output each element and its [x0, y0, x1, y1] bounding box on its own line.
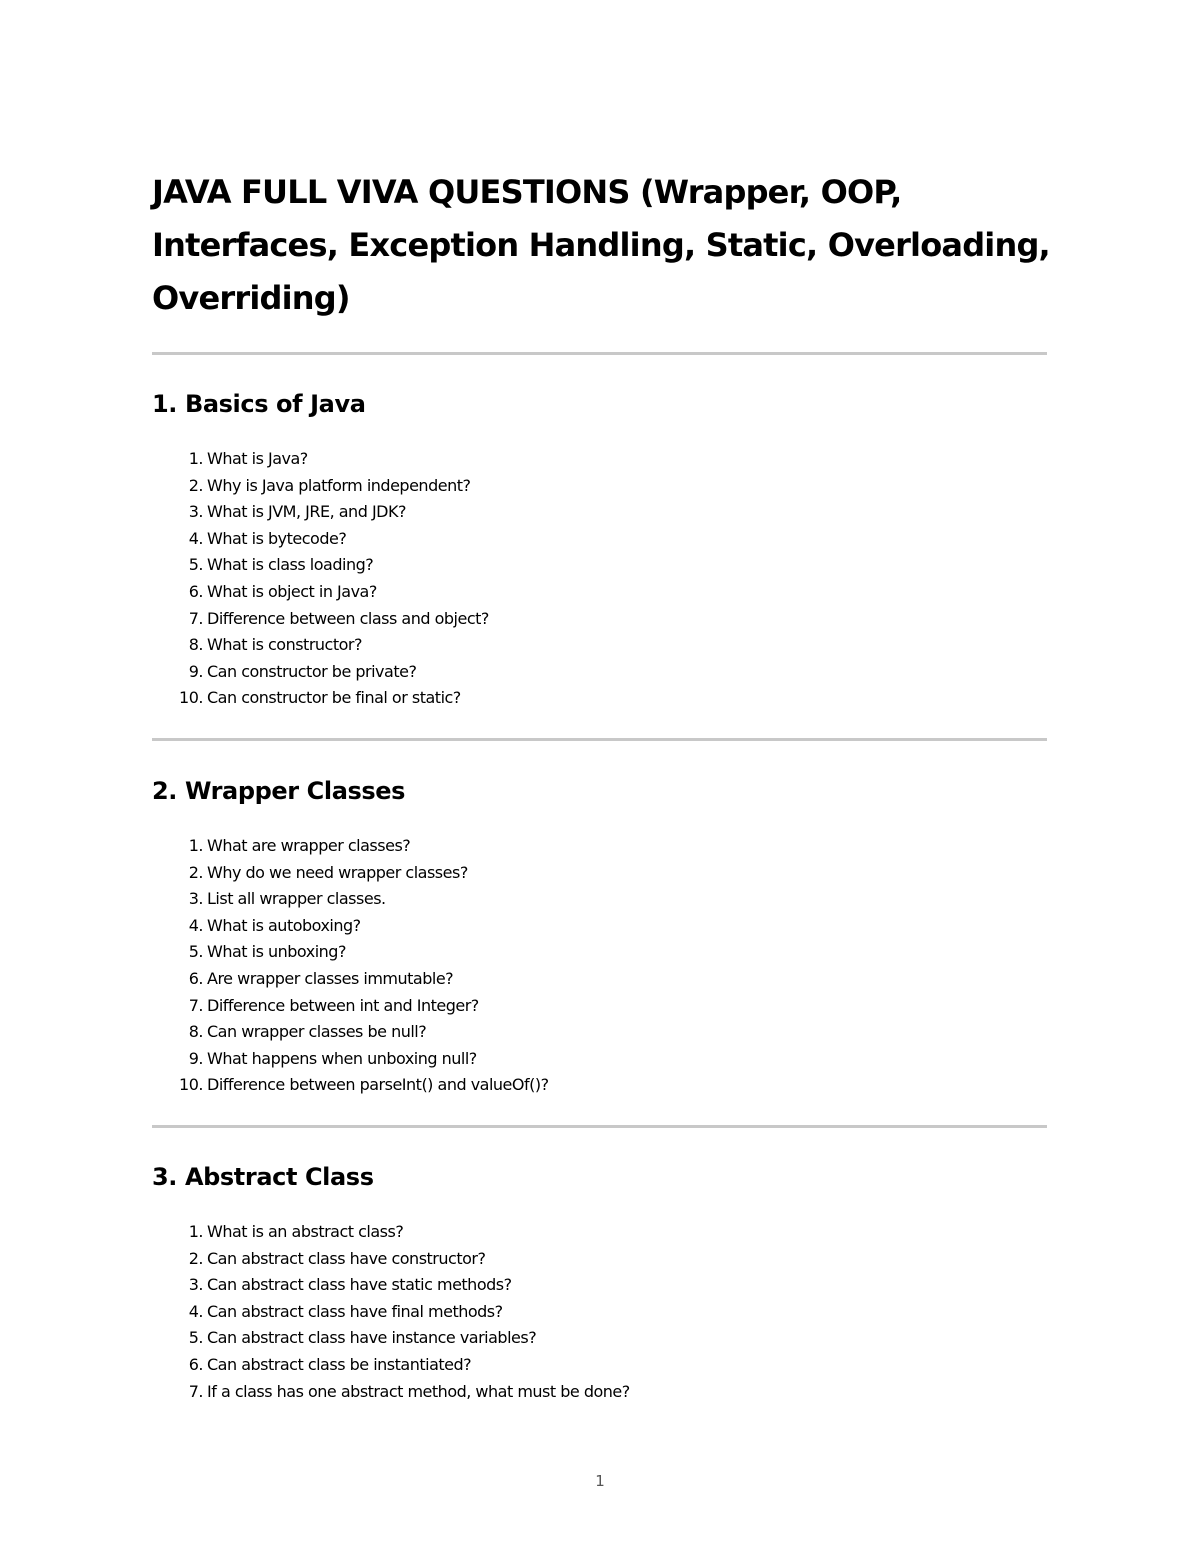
list-item	[152, 606, 489, 633]
question-number: 2.	[188, 862, 203, 882]
question-number: 4.	[188, 1301, 203, 1321]
question-text: What is class loading?	[207, 555, 374, 575]
list-item	[152, 1272, 630, 1299]
question-text: What is an abstract class?	[207, 1222, 404, 1241]
list-item	[152, 526, 489, 553]
question-number: 6.	[188, 968, 203, 988]
question-text: What is autoboxing?	[207, 915, 361, 935]
list-item	[152, 939, 549, 966]
question-number: 9.	[188, 1048, 203, 1068]
question-number: 5.	[188, 1328, 203, 1348]
question-list-wrapper-classes	[152, 833, 549, 1099]
list-item	[152, 966, 549, 993]
section-divider	[152, 738, 1047, 741]
list-item	[152, 446, 489, 473]
question-text: Are wrapper classes immutable?	[207, 968, 454, 988]
question-text: If a class has one abstract method, what must be done?	[207, 1381, 630, 1401]
question-text: Can abstract class have static methods?	[207, 1275, 512, 1295]
question-text: Can wrapper classes be null?	[207, 1022, 427, 1042]
list-item	[152, 1019, 549, 1046]
question-text: Can abstract class be instantiated?	[207, 1354, 472, 1374]
question-text: Can constructor be private?	[207, 661, 417, 681]
question-number: 3.	[188, 502, 203, 522]
question-number: 8.	[188, 1022, 203, 1042]
question-text: What is Java?	[207, 449, 308, 468]
list-item	[152, 886, 549, 913]
section-divider	[152, 1125, 1047, 1128]
question-text: Can constructor be final or static?	[207, 688, 461, 708]
list-item	[152, 579, 489, 606]
question-text: What is JVM, JRE, and JDK?	[207, 502, 406, 522]
question-text: Can abstract class have constructor?	[207, 1248, 486, 1268]
list-item	[152, 1246, 630, 1273]
question-number: 5.	[188, 942, 203, 962]
section-heading-basics: 1. Basics of Java	[152, 390, 366, 418]
question-text: Difference between int and Integer?	[207, 995, 479, 1015]
list-item	[152, 993, 549, 1020]
page-number: 1	[595, 1472, 605, 1490]
question-text: What is object in Java?	[207, 581, 377, 601]
list-item	[152, 1299, 630, 1326]
question-text: List all wrapper classes.	[207, 889, 386, 909]
question-number: 4.	[188, 528, 203, 548]
question-text: Can abstract class have instance variables?	[207, 1328, 537, 1348]
question-text: What happens when unboxing null?	[207, 1048, 477, 1068]
question-text: What is unboxing?	[207, 942, 346, 962]
question-number: 1.	[188, 1222, 203, 1241]
question-number: 6.	[188, 581, 203, 601]
question-number: 10.	[179, 688, 203, 708]
question-text: Why is Java platform independent?	[207, 475, 471, 495]
list-item	[152, 1352, 630, 1379]
section-heading-abstract-class: 3. Abstract Class	[152, 1163, 374, 1191]
question-number: 2.	[188, 1248, 203, 1268]
section-divider	[152, 352, 1047, 355]
question-number: 5.	[188, 555, 203, 575]
list-item	[152, 685, 489, 712]
question-number: 9.	[188, 661, 203, 681]
list-item	[152, 833, 549, 860]
list-item	[152, 913, 549, 940]
list-item	[152, 1325, 630, 1352]
question-number: 8.	[188, 635, 203, 655]
question-text: What are wrapper classes?	[207, 836, 411, 855]
question-number: 1.	[188, 836, 203, 855]
question-text: What is constructor?	[207, 635, 362, 655]
question-number: 7.	[188, 995, 203, 1015]
question-number: 2.	[188, 475, 203, 495]
list-item	[152, 552, 489, 579]
question-text: Can abstract class have final methods?	[207, 1301, 503, 1321]
question-number: 3.	[188, 1275, 203, 1295]
question-text: Why do we need wrapper classes?	[207, 862, 468, 882]
list-item	[152, 1072, 549, 1099]
question-number: 3.	[188, 889, 203, 909]
list-item	[152, 632, 489, 659]
question-text: What is bytecode?	[207, 528, 347, 548]
question-text: Difference between class and object?	[207, 608, 489, 628]
page-title: JAVA FULL VIVA QUESTIONS (Wrapper, OOP, Interfaces, Exception Handling, Static, Overloading, Overriding)	[152, 173, 1050, 317]
list-item	[152, 1219, 630, 1246]
list-item	[152, 860, 549, 887]
question-text: Difference between parseInt() and valueOf()?	[207, 1075, 549, 1095]
question-list-abstract-class	[152, 1219, 630, 1405]
section-heading-wrapper-classes: 2. Wrapper Classes	[152, 777, 406, 805]
list-item	[152, 473, 489, 500]
question-number: 4.	[188, 915, 203, 935]
question-number: 7.	[188, 1381, 203, 1401]
list-item	[152, 1046, 549, 1073]
question-number: 10.	[179, 1075, 203, 1095]
list-item	[152, 499, 489, 526]
question-number: 7.	[188, 608, 203, 628]
list-item	[152, 1379, 630, 1406]
question-list-basics	[152, 446, 489, 712]
question-number: 1.	[188, 449, 203, 468]
list-item	[152, 659, 489, 686]
question-number: 6.	[188, 1354, 203, 1374]
